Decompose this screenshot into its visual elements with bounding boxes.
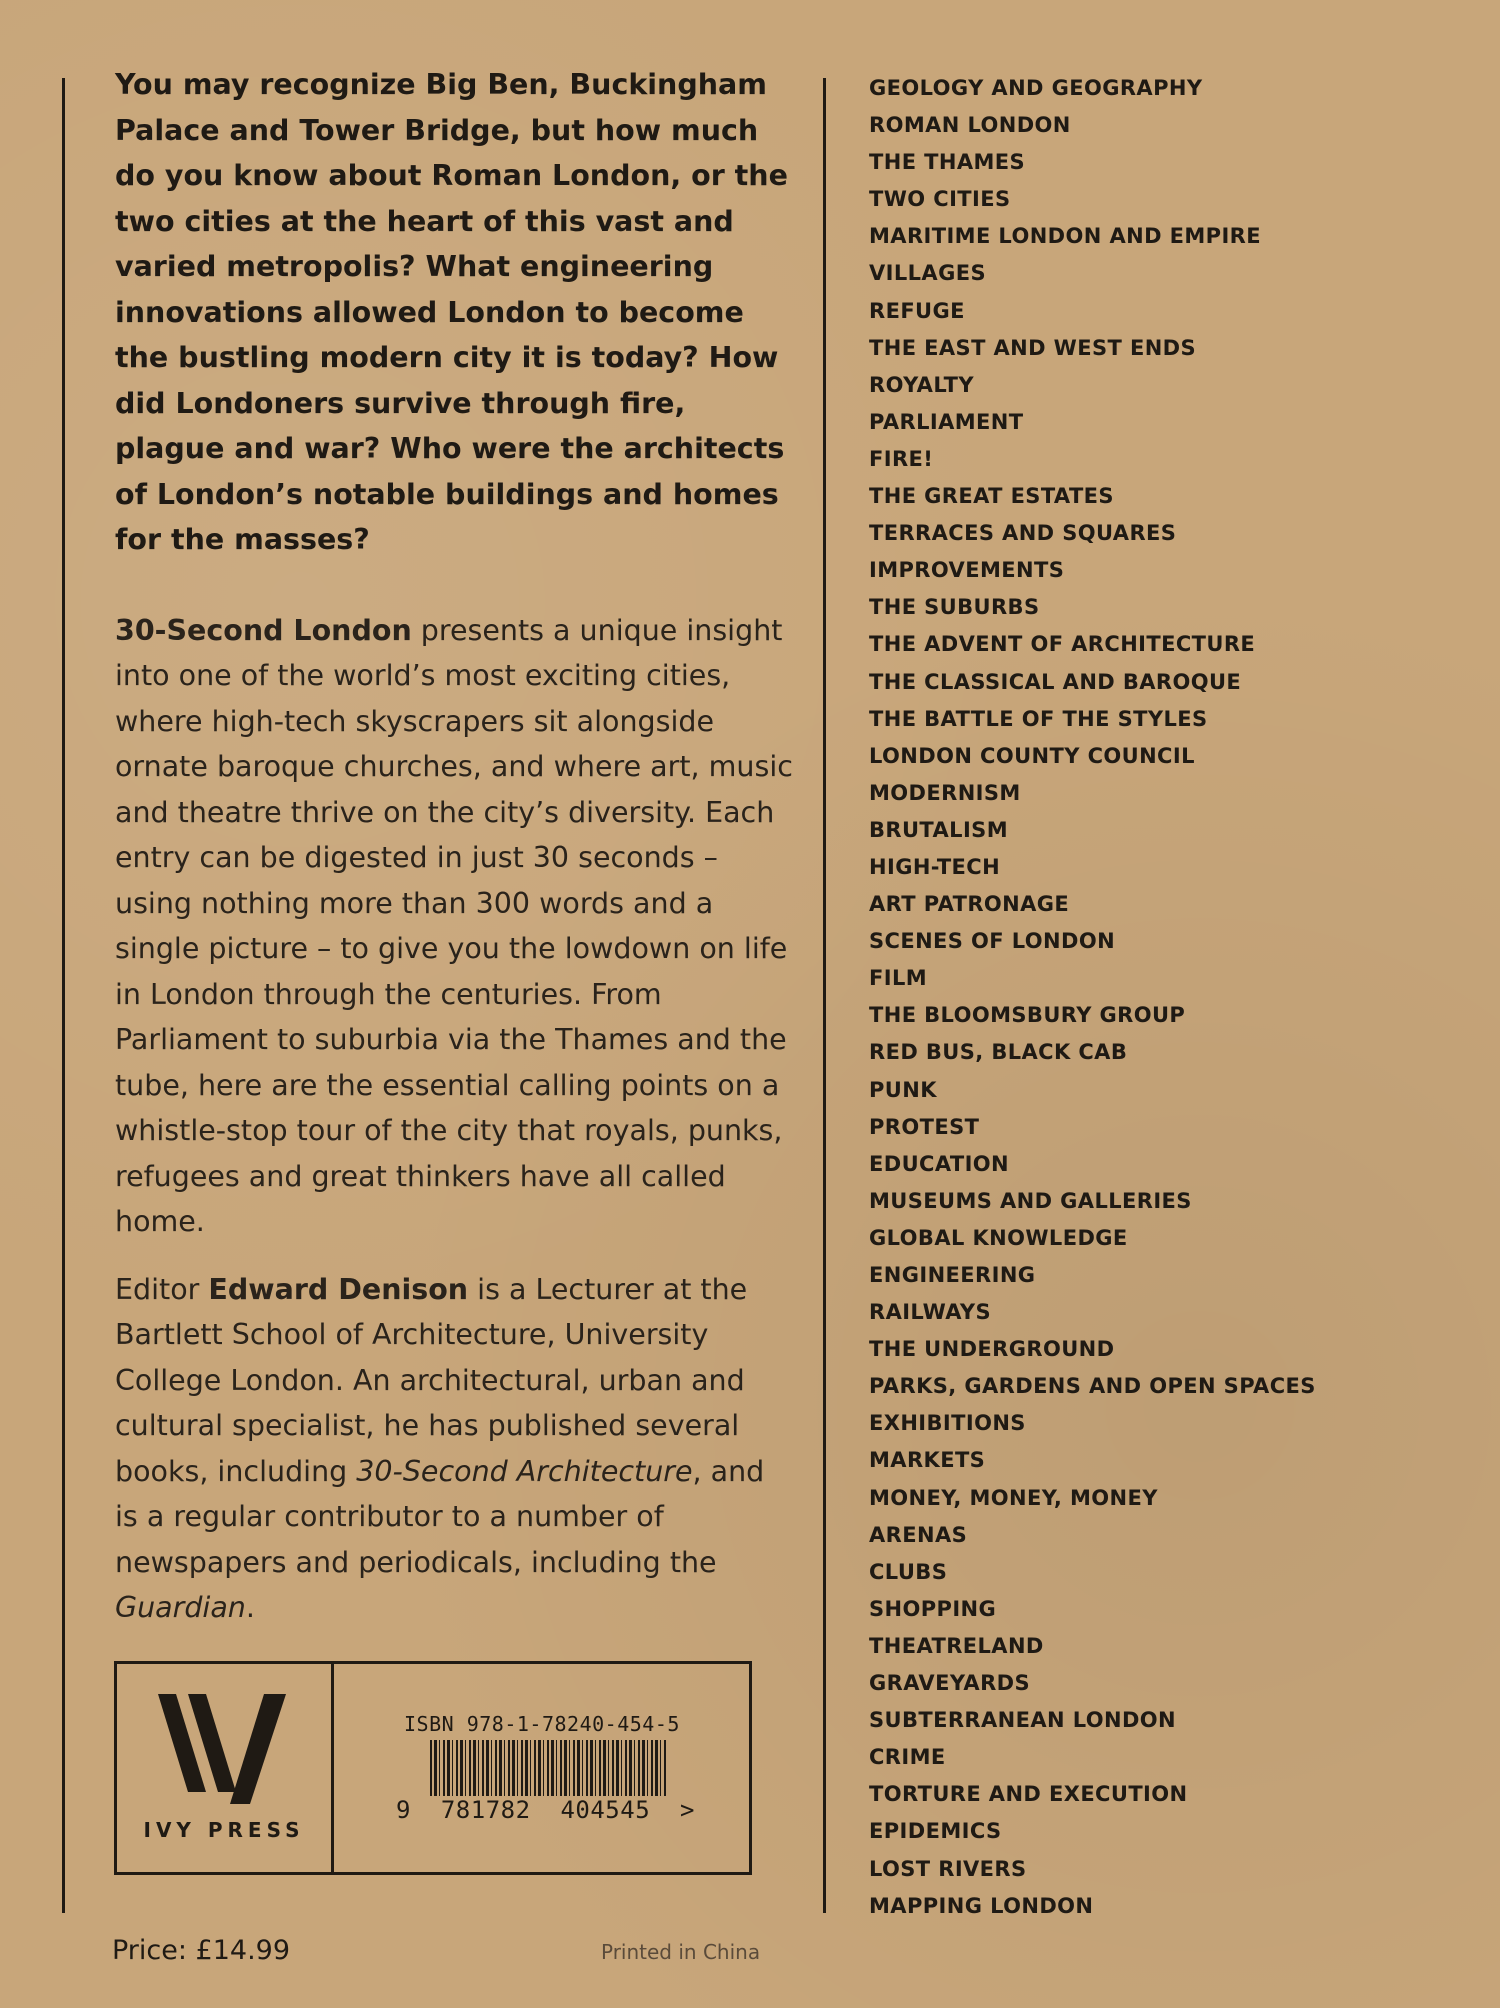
editor-paragraph [115, 1267, 795, 1631]
contents-item: MARITIME LONDON AND EMPIRE [869, 224, 1261, 249]
contents-item: IMPROVEMENTS [869, 558, 1065, 583]
description-text: presents a unique insight into one of the world’s most exciting cities, where high-tech skyscrapers sit alongside ornate baroque churches, and where art, music and theatre thrive on the city’s diversity. Each entry can be digested in just 30 seconds – using nothing more than 300 words and a single picture – to give you the lowdown on life in London through the centuries. From Parliament to suburbia via the Thames and the tube, here are the essential calling points on a whistle-stop tour of the city that royals, punks, refugees and great thinkers have all called home. [115, 613, 793, 1238]
contents-item: THE UNDERGROUND [869, 1337, 1115, 1362]
contents-item: EPIDEMICS [869, 1819, 1002, 1844]
contents-list [869, 70, 1316, 1925]
contents-item: EXHIBITIONS [869, 1411, 1026, 1436]
contents-item: LOST RIVERS [869, 1856, 1027, 1881]
printed-in: Printed in China [601, 1940, 761, 1964]
contents-item: SHOPPING [869, 1596, 997, 1621]
editor-name: Edward Denison [208, 1272, 469, 1306]
book-title: 30-Second London [115, 613, 412, 647]
contents-item: TWO CITIES [869, 187, 1011, 212]
contents-item: MARKETS [869, 1448, 986, 1473]
contents-item: RED BUS, BLACK CAB [869, 1040, 1128, 1065]
contents-item: ARENAS [869, 1522, 968, 1547]
newspaper-title: Guardian [115, 1591, 246, 1624]
barcode-bars [430, 1740, 666, 1796]
contents-item: THE EAST AND WEST ENDS [869, 335, 1197, 360]
barcode [396, 1740, 696, 1824]
contents-item: TERRACES AND SQUARES [869, 521, 1177, 546]
contents-item: THE GREAT ESTATES [869, 484, 1114, 509]
contents-item: VILLAGES [869, 261, 986, 286]
contents-item: ART PATRONAGE [869, 892, 1070, 917]
contents-item: GLOBAL KNOWLEDGE [869, 1225, 1128, 1250]
contents-item: THE BATTLE OF THE STYLES [869, 706, 1208, 731]
blurb-column [115, 62, 795, 1631]
description-paragraph [115, 608, 795, 1245]
contents-item: ENGINEERING [869, 1263, 1036, 1287]
publisher-name: IVY PRESS [143, 1818, 305, 1842]
editor-text-a: is a Lecturer at the Bartlett School of Architecture, University College London. An architectural, urban and cultural specialist, he has published several books, including [115, 1272, 748, 1488]
price: Price: £14.99 [112, 1935, 291, 1966]
related-book-title: 30-Second Architecture [356, 1454, 693, 1488]
barcode-area [334, 1664, 749, 1872]
contents-item: CRIME [869, 1745, 946, 1770]
contents-item: ROMAN LONDON [869, 113, 1071, 138]
contents-item: FIRE! [869, 446, 934, 471]
contents-item: MODERNISM [869, 780, 1021, 805]
contents-item: HIGH-TECH [869, 854, 1001, 879]
publisher-logo [117, 1664, 334, 1872]
intro-paragraph: You may recognize Big Ben, Buckingham Palace and Tower Bridge, but how much do you know about Roman London, or the two cities at the heart of this vast and varied metropolis? What engineering innovations allowed London to become the bustling modern city it is today? How did Londoners survive through fire, plague and war? Who were the architects of London’s notable buildings and homes for the masses? [115, 68, 788, 556]
contents-item: PARKS, GARDENS AND OPEN SPACES [869, 1374, 1316, 1399]
contents-item: MONEY, MONEY, MONEY [869, 1485, 1158, 1510]
contents-item: BRUTALISM [869, 817, 1008, 842]
editor-end: . [245, 1591, 255, 1624]
contents-item: PROTEST [869, 1114, 980, 1139]
contents-item: MAPPING LONDON [869, 1893, 1094, 1918]
editor-prefix: Editor [115, 1272, 209, 1306]
contents-item: THE CLASSICAL AND BAROQUE [869, 669, 1242, 694]
contents-item: MUSEUMS AND GALLERIES [869, 1188, 1192, 1213]
editor-text-b: , and is a regular contributor to a number of newspapers and periodicals, including the [115, 1454, 765, 1579]
contents-item: RAILWAYS [869, 1300, 991, 1325]
contents-item: THE BLOOMSBURY GROUP [869, 1003, 1186, 1028]
contents-item: THEATRELAND [869, 1633, 1044, 1658]
contents-item: LONDON COUNTY COUNCIL [869, 743, 1195, 768]
contents-item: PARLIAMENT [869, 409, 1024, 434]
contents-item: GRAVEYARDS [869, 1671, 1031, 1696]
left-rule [62, 78, 65, 1913]
contents-item: EDUCATION [869, 1151, 1010, 1176]
center-rule [823, 78, 826, 1913]
contents-item: ROYALTY [869, 372, 974, 397]
contents-item: FILM [869, 966, 928, 991]
contents-item: PUNK [869, 1077, 937, 1102]
barcode-digits: 9 781782 404545 > [396, 1796, 695, 1824]
publisher-barcode-box [114, 1661, 752, 1875]
contents-item: THE SUBURBS [869, 595, 1040, 620]
ivy-press-logo-icon [154, 1694, 294, 1804]
contents-item: SUBTERRANEAN LONDON [869, 1708, 1177, 1733]
contents-item: THE ADVENT OF ARCHITECTURE [869, 632, 1256, 657]
contents-item: CLUBS [869, 1559, 948, 1584]
contents-item: GEOLOGY AND GEOGRAPHY [869, 76, 1203, 100]
contents-item: TORTURE AND EXECUTION [869, 1782, 1188, 1807]
isbn: ISBN 978-1-78240-454-5 [404, 1712, 680, 1736]
contents-item: REFUGE [869, 298, 965, 323]
contents-item: THE THAMES [869, 150, 1026, 175]
contents-item: SCENES OF LONDON [869, 929, 1116, 954]
